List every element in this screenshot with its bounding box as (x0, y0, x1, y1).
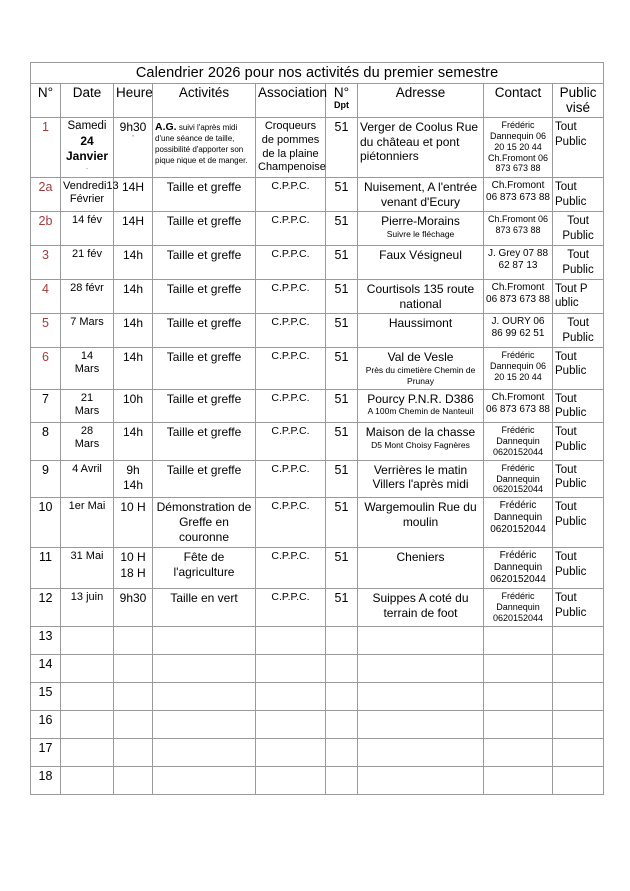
row-date (61, 766, 114, 794)
row-activity: Taille et greffe (153, 423, 256, 460)
row-association: C.P.P.C. (256, 347, 326, 389)
row-number: 7 (31, 389, 61, 423)
row-address (358, 738, 484, 766)
row-dpt: 51 (326, 314, 358, 348)
title-row (31, 63, 604, 84)
row-heure: 14h (114, 246, 153, 280)
row-dpt: 51 (326, 118, 358, 178)
row-heure: 10h (114, 389, 153, 423)
row-activity: Démonstration de Greffe en couronne (153, 498, 256, 548)
row-number: 2b (31, 212, 61, 246)
row-contact (484, 738, 553, 766)
row-number: 13 (31, 626, 61, 654)
row-public: Tout Public (553, 178, 604, 212)
row-address-main: Pourcy P.N.R. D386 (367, 391, 474, 406)
row-heure (114, 682, 153, 710)
row-date: 4 Avril (61, 460, 114, 497)
row-date (61, 118, 114, 178)
row-public: Tout Public (553, 347, 604, 389)
row-contact: Frédéric Dannequin 0620152044 (484, 498, 553, 548)
row-dpt: 51 (326, 460, 358, 497)
table-row (31, 212, 604, 246)
column-header-activites-label: Activités (178, 85, 230, 100)
row-address (358, 423, 484, 460)
table-row (31, 548, 604, 589)
table-row (31, 178, 604, 212)
row-number: 18 (31, 766, 61, 794)
row-date-line2: Mars (74, 362, 100, 375)
row-association: Croqueurs de pommes de la plaine Champenoise (256, 118, 326, 178)
row-activity-rest: suivi l'après midi d'une séance de taille, possibilité d'apporter son pique nique et de manger. (155, 123, 248, 165)
table-row (31, 460, 604, 497)
row-contact: J. OURY 06 86 99 62 51 (484, 314, 553, 348)
row-heure (114, 626, 153, 654)
row-number: 9 (31, 460, 61, 497)
row-address-main: Maison de la chasse (365, 425, 476, 440)
row-heure-value: 9h30 (119, 120, 147, 135)
row-address (358, 766, 484, 794)
row-contact: Frédéric Dannequin 06 20 15 20 44 (484, 347, 553, 389)
row-heure: 14H (114, 178, 153, 212)
row-public (553, 738, 604, 766)
row-association (256, 766, 326, 794)
row-address-main: Wargemoulin Rue du moulin (364, 500, 477, 529)
row-address (358, 347, 484, 389)
row-activity (153, 710, 256, 738)
table-row-empty (31, 682, 604, 710)
column-header-public (553, 84, 604, 118)
row-number: 17 (31, 738, 61, 766)
row-number: 16 (31, 710, 61, 738)
row-address-sub: D5 Mont Choisy Fagnères (371, 440, 470, 450)
table-row-empty (31, 710, 604, 738)
row-association: C.P.P.C. (256, 423, 326, 460)
row-address (358, 279, 484, 313)
row-heure: 14h (114, 279, 153, 313)
column-header-contact-label: Contact (494, 85, 542, 100)
row-contact (484, 682, 553, 710)
row-contact (484, 654, 553, 682)
row-contact: Frédéric Dannequin 06 20 15 20 44 Ch.Fromont 06 873 673 88 (484, 118, 553, 178)
column-header-date-label: Date (72, 85, 102, 100)
table-row (31, 279, 604, 313)
row-activity: Taille et greffe (153, 212, 256, 246)
row-public: Tout Public (553, 246, 604, 280)
row-association: C.P.P.C. (256, 178, 326, 212)
column-header-num-label: N° (37, 85, 54, 100)
row-date-line1: 14 (80, 349, 94, 362)
row-association (256, 738, 326, 766)
column-header-public-label: Public visé (559, 85, 597, 115)
row-heure: 9h 14h (114, 460, 153, 497)
row-address-main: Pierre-Morains (381, 214, 460, 229)
row-date: 7 Mars (61, 314, 114, 348)
row-number: 15 (31, 682, 61, 710)
row-date-line2: Février (69, 193, 105, 206)
column-header-activites (153, 84, 256, 118)
row-public: Tout Public (553, 423, 604, 460)
row-address (358, 212, 484, 246)
column-header-heure-label: Heure (116, 85, 153, 100)
row-dpt: 51 (326, 498, 358, 548)
row-activity (153, 118, 256, 178)
row-date-line2: Mars (74, 438, 100, 451)
row-association: C.P.P.C. (256, 389, 326, 423)
row-activity (153, 766, 256, 794)
row-activity: Taille et greffe (153, 347, 256, 389)
row-address (358, 498, 484, 548)
column-header-num (31, 84, 61, 118)
row-heure (114, 738, 153, 766)
column-header-contact (484, 84, 553, 118)
row-contact: Ch.Fromont 06 873 673 88 (484, 178, 553, 212)
row-public (553, 766, 604, 794)
table-row (31, 118, 604, 178)
column-header-dpt-label: N° (333, 85, 350, 100)
row-date (61, 347, 114, 389)
row-dpt: 51 (326, 347, 358, 389)
row-dpt: 51 (326, 178, 358, 212)
row-address (358, 710, 484, 738)
row-address (358, 178, 484, 212)
row-date (61, 389, 114, 423)
row-public: Tout Public (553, 460, 604, 497)
row-dpt: 51 (326, 246, 358, 280)
row-activity: Taille et greffe (153, 246, 256, 280)
row-heure: 10 H 18 H (114, 548, 153, 589)
row-contact (484, 710, 553, 738)
row-address-sub: A 100m Chemin de Nanteuil (367, 406, 474, 417)
row-date (61, 682, 114, 710)
row-association: C.P.P.C. (256, 460, 326, 497)
row-number: 4 (31, 279, 61, 313)
row-heure: 14h (114, 314, 153, 348)
row-dpt: 51 (326, 279, 358, 313)
row-dpt: 51 (326, 212, 358, 246)
row-date: 21 fév (61, 246, 114, 280)
row-date-line1: Vendredi13 (63, 180, 119, 193)
row-heure (114, 710, 153, 738)
calendar-table (30, 62, 604, 795)
table-row (31, 347, 604, 389)
row-heure-mark: ' (132, 134, 134, 142)
table-row (31, 246, 604, 280)
row-association: C.P.P.C. (256, 279, 326, 313)
row-heure: 14h (114, 423, 153, 460)
row-number: 14 (31, 654, 61, 682)
row-address (358, 626, 484, 654)
row-dpt: 51 (326, 389, 358, 423)
row-dpt (326, 738, 358, 766)
column-header-heure (114, 84, 153, 118)
row-date (61, 626, 114, 654)
row-public: Tout P ublic (553, 279, 604, 313)
row-address (358, 460, 484, 497)
row-activity: Taille et greffe (153, 389, 256, 423)
row-address-main: Courtisols 135 route national (366, 281, 475, 311)
row-date (61, 423, 114, 460)
row-number: 10 (31, 498, 61, 548)
row-activity (153, 682, 256, 710)
row-association (256, 626, 326, 654)
row-date: 13 juin (61, 589, 114, 626)
row-activity: Taille et greffe (153, 460, 256, 497)
row-date-line1: Samedi (67, 120, 107, 133)
row-dpt: 51 (326, 589, 358, 626)
row-contact: Frédéric Dannequin 0620152044 (484, 423, 553, 460)
row-activity: Taille et greffe (153, 178, 256, 212)
row-number: 8 (31, 423, 61, 460)
row-association (256, 682, 326, 710)
row-address-main: Faux Vésigneul (379, 248, 462, 263)
table-row-empty (31, 654, 604, 682)
row-heure (114, 118, 153, 178)
row-contact: Frédéric Dannequin 0620152044 (484, 548, 553, 589)
row-dpt (326, 766, 358, 794)
row-contact (484, 626, 553, 654)
row-contact: Ch.Fromont 06 873 673 88 (484, 212, 553, 246)
row-date: 1er Mai (61, 498, 114, 548)
row-date-line2: Mars (74, 404, 100, 417)
row-heure: 14H (114, 212, 153, 246)
row-association: C.P.P.C. (256, 246, 326, 280)
row-activity: Fête de l'agriculture (153, 548, 256, 589)
row-contact: Frédéric Dannequin 0620152044 (484, 589, 553, 626)
row-dpt (326, 626, 358, 654)
table-row (31, 589, 604, 626)
row-heure (114, 654, 153, 682)
row-address-sub: Près du cimetière Chemin de Prunay (365, 364, 476, 386)
page-title: Calendrier 2026 pour nos activités du premier semestre (31, 63, 604, 84)
row-address (358, 589, 484, 626)
table-row-empty (31, 738, 604, 766)
row-association: C.P.P.C. (256, 212, 326, 246)
table-row (31, 389, 604, 423)
row-public: Tout Public (553, 548, 604, 589)
table-row (31, 314, 604, 348)
row-dpt (326, 654, 358, 682)
row-activity: Taille et greffe (153, 314, 256, 348)
row-heure (114, 766, 153, 794)
row-public (553, 710, 604, 738)
row-activity (153, 738, 256, 766)
row-activity (153, 626, 256, 654)
row-activity-bold: A.G. (155, 121, 177, 134)
row-address-main: Suippes A coté du terrain de foot (372, 591, 469, 620)
row-public (553, 626, 604, 654)
row-association: C.P.P.C. (256, 498, 326, 548)
row-contact: Ch.Fromont 06 873 673 88 (484, 389, 553, 423)
column-header-association-label: Association (258, 85, 328, 100)
row-contact: Ch.Fromont 06 873 673 88 (484, 279, 553, 313)
row-public (553, 654, 604, 682)
row-public (553, 682, 604, 710)
column-header-adresse-label: Adresse (395, 85, 446, 100)
column-header-date (61, 84, 114, 118)
row-association: C.P.P.C. (256, 314, 326, 348)
row-public: Tout Public (553, 212, 604, 246)
row-number: 5 (31, 314, 61, 348)
row-dpt (326, 682, 358, 710)
row-date (61, 654, 114, 682)
row-date-line1: 21 (80, 391, 94, 404)
row-date (61, 710, 114, 738)
row-address (358, 246, 484, 280)
row-address-main: Cheniers (396, 550, 445, 565)
row-contact (484, 766, 553, 794)
row-public: Tout Public (553, 498, 604, 548)
row-date (61, 738, 114, 766)
row-number: 6 (31, 347, 61, 389)
row-address (358, 548, 484, 589)
row-number: 11 (31, 548, 61, 589)
row-public: Tout Public (553, 314, 604, 348)
row-address (358, 389, 484, 423)
table-row (31, 498, 604, 548)
row-address-main: Val de Vesle (387, 349, 454, 364)
column-header-dpt-sublabel: Dpt (334, 99, 349, 110)
row-date-line1: 28 (80, 425, 94, 438)
row-contact: Frédéric Dannequin 0620152044 (484, 460, 553, 497)
row-association: C.P.P.C. (256, 589, 326, 626)
row-date: 28 févr (61, 279, 114, 313)
row-address-sub: Suivre le fléchage (386, 229, 455, 240)
table-row-empty (31, 626, 604, 654)
row-number: 1 (31, 118, 61, 178)
row-activity (153, 654, 256, 682)
row-heure: 10 H (114, 498, 153, 548)
row-date-line2: 24 (80, 133, 94, 148)
row-number: 12 (31, 589, 61, 626)
row-date-line4: . (86, 163, 88, 171)
row-number: 3 (31, 246, 61, 280)
row-address-main: Haussimont (388, 316, 453, 331)
row-address (358, 654, 484, 682)
row-activity: Taille et greffe (153, 279, 256, 313)
row-dpt: 51 (326, 423, 358, 460)
row-dpt: 51 (326, 548, 358, 589)
row-date-line3: Janvier (65, 149, 109, 164)
row-public: Tout Public (553, 589, 604, 626)
row-public: Tout Public (553, 389, 604, 423)
row-address-main: Verger de Coolus Rue du château et pont piétonniers (360, 120, 479, 164)
column-header-adresse (358, 84, 484, 118)
table-row (31, 423, 604, 460)
row-date (61, 178, 119, 212)
row-association (256, 710, 326, 738)
row-address (358, 682, 484, 710)
row-association (256, 654, 326, 682)
column-header-dpt (326, 84, 358, 118)
row-address-main: Nuisement, A l'entrée venant d'Ecury (363, 180, 478, 209)
column-header-association (256, 84, 326, 118)
row-dpt (326, 710, 358, 738)
row-date: 31 Mai (61, 548, 114, 589)
row-public: Tout Public (553, 118, 604, 178)
row-heure: 9h30 (114, 589, 153, 626)
row-number: 2a (31, 178, 61, 212)
row-address (358, 118, 484, 178)
row-contact: J. Grey 07 88 62 87 13 (484, 246, 553, 280)
row-address-main: Verrières le matin Villers l'après midi (372, 462, 469, 492)
row-association: C.P.P.C. (256, 548, 326, 589)
table-row-empty (31, 766, 604, 794)
row-activity: Taille en vert (153, 589, 256, 626)
row-address (358, 314, 484, 348)
table-header-row (31, 84, 604, 118)
row-date: 14 fév (61, 212, 114, 246)
row-heure: 14h (114, 347, 153, 389)
